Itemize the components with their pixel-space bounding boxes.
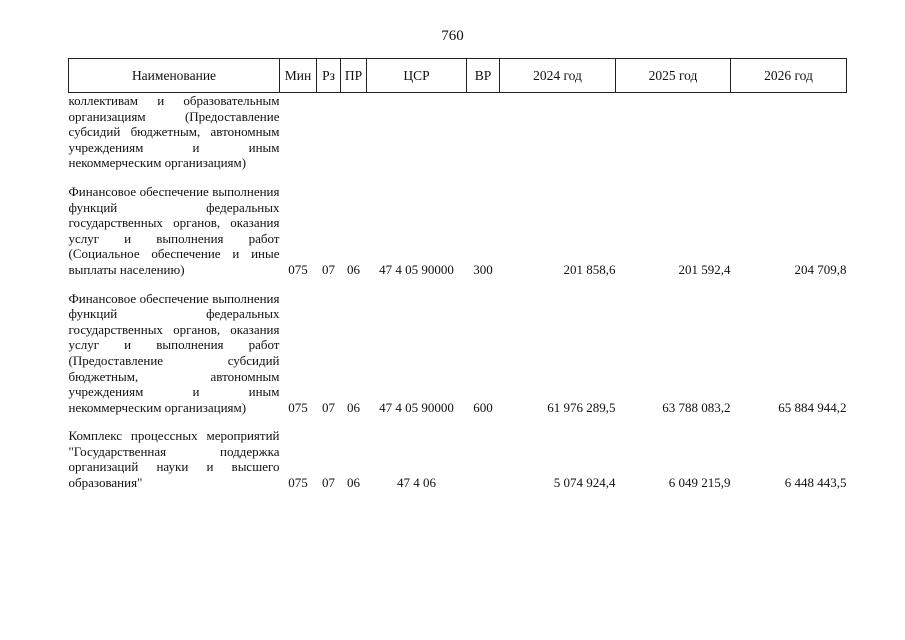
row-min	[280, 93, 317, 171]
budget-table	[68, 58, 847, 491]
row-2024: 201 858,6	[563, 261, 616, 277]
row-vr: 600	[473, 399, 493, 415]
row-csr: 47 4 06	[397, 475, 436, 491]
row-2024	[500, 93, 616, 171]
page-number: 760	[441, 28, 464, 44]
row-min: 075	[288, 261, 308, 277]
header-pr: ПР	[341, 59, 367, 93]
row-2025: 201 592,4	[678, 261, 731, 277]
row-2026: 204 709,8	[794, 261, 847, 277]
row-name: Финансовое обеспечение выполнения функций федеральных государственных органов, оказания услуг и выполнения работ (Социальное обеспечение и иные выплаты населению)	[68, 183, 280, 277]
row-pr: 06	[347, 261, 360, 277]
row-name: Финансовое обеспечение выполнения функций федеральных государственных органов, оказания услуг и выполнения работ (Предоставление субсидий бюджетным, автономным учреждениям и иным некоммерческим организациям)	[68, 290, 280, 415]
row-csr: 47 4 05 90000	[379, 261, 454, 277]
table-row	[69, 184, 847, 278]
row-2026	[731, 93, 847, 171]
header-vr: ВР	[467, 59, 500, 93]
header-rz: Рз	[317, 59, 341, 93]
row-2025: 6 049 215,9	[668, 475, 731, 491]
header-2024: 2024 год	[500, 59, 616, 93]
header-csr: ЦСР	[367, 59, 467, 93]
table-row	[69, 428, 847, 490]
row-spacer	[69, 415, 847, 428]
row-spacer	[69, 278, 847, 291]
row-vr: 300	[473, 261, 493, 277]
table-header-row	[69, 59, 847, 93]
row-2025	[616, 93, 731, 171]
row-spacer	[69, 171, 847, 184]
table-row	[69, 291, 847, 416]
header-2025: 2025 год	[616, 59, 731, 93]
header-name: Наименование	[69, 59, 280, 93]
row-2026: 65 884 944,2	[778, 399, 847, 415]
row-pr: 06	[347, 399, 360, 415]
row-vr	[467, 428, 500, 490]
row-csr: 47 4 05 90000	[379, 399, 454, 415]
row-vr	[467, 93, 500, 171]
row-2024: 61 976 289,5	[547, 399, 616, 415]
row-2025: 63 788 083,2	[662, 399, 731, 415]
row-2026: 6 448 443,5	[784, 475, 847, 491]
header-min: Мин	[280, 59, 317, 93]
row-rz: 07	[322, 399, 335, 415]
row-name: Комплекс процессных мероприятий "Государственная поддержка организаций науки и высшего образования"	[68, 428, 280, 491]
row-min: 075	[288, 475, 308, 491]
row-pr: 06	[347, 475, 360, 491]
row-pr	[341, 93, 367, 171]
header-2026: 2026 год	[731, 59, 847, 93]
table-row	[69, 93, 847, 171]
row-2024: 5 074 924,4	[553, 475, 616, 491]
row-rz	[317, 93, 341, 171]
row-name: коллективам и образовательным организациям (Предоставление субсидий бюджетным, автономным учреждениям и иным некоммерческим организациям)	[68, 93, 280, 171]
row-csr	[367, 93, 467, 171]
row-rz: 07	[322, 261, 335, 277]
row-rz: 07	[322, 475, 335, 491]
row-min: 075	[288, 399, 308, 415]
